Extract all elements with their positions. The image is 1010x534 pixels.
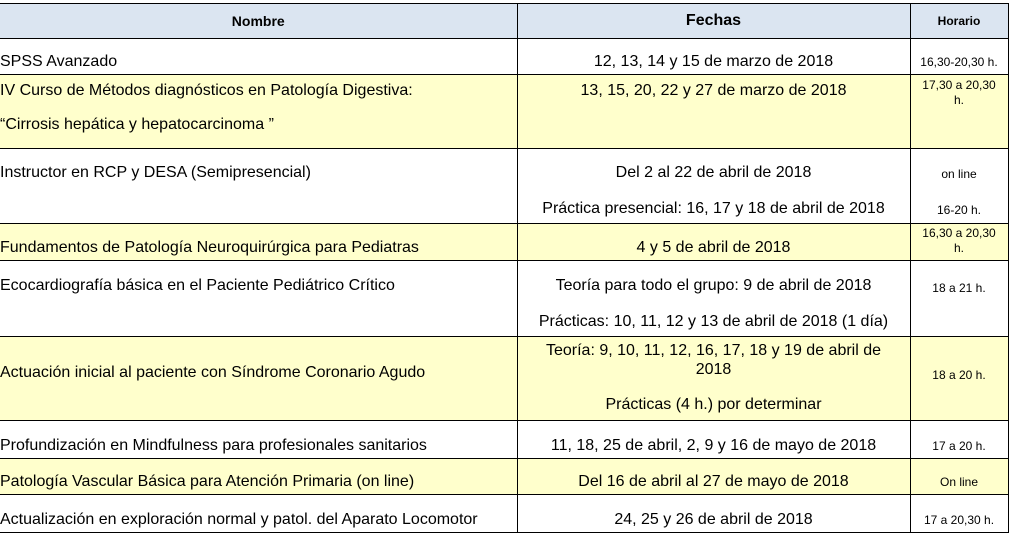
table-row [0,459,1008,495]
course-dates-practice: Prácticas: 10, 11, 12 y 13 de abril de 2018 (1 día) [538,313,889,330]
course-time: 16,30 a 20,30 [922,226,996,240]
course-name-cell [0,149,517,224]
course-dates-cell [517,495,910,533]
course-time-suffix: h. [953,93,964,107]
course-time: on line [941,167,977,181]
course-dates-cell [517,39,910,75]
course-name-cell [0,459,517,495]
course-time-cell [910,224,1008,261]
course-time: 18 a 21 h. [932,281,986,295]
course-name-cell [0,495,517,533]
course-name: Fundamentos de Patología Neuroquirúrgica para Pediatras [0,239,419,256]
table-row [0,75,1008,149]
course-name: Instructor en RCP y DESA (Semipresencial) [0,164,311,181]
course-dates-cell [517,224,910,261]
course-time: 17,30 a 20,30 [922,78,996,92]
course-dates: 24, 25 y 26 de abril de 2018 [614,511,813,528]
course-dates-cell [517,421,910,459]
header-horario: Horario [910,4,1008,39]
course-dates: 4 y 5 de abril de 2018 [636,239,791,256]
course-name-cell [0,39,517,75]
course-schedule-table [0,3,1009,533]
table-row [0,149,1008,224]
table-row [0,337,1008,421]
header-fechas: Fechas [517,4,910,39]
course-name: IV Curso de Métodos diagnósticos en Patología Digestiva: [0,82,413,99]
course-dates-practice: Prácticas (4 h.) por determinar [605,396,822,413]
course-time-cell [910,421,1008,459]
table-row [0,495,1008,533]
course-name-cell [0,261,517,337]
course-name-cell [0,224,517,261]
course-time-cell [910,149,1008,224]
header-row [0,4,1008,39]
course-dates-cell [517,459,910,495]
course-name-subtitle: “Cirrosis hepática y hepatocarcinoma ” [0,116,274,133]
course-dates: Teoría: 9, 10, 11, 12, 16, 17, 18 y 19 de abril de [545,342,882,359]
course-name: Actualización en exploración normal y patol. del Aparato Locomotor [0,511,478,528]
table-row [0,261,1008,337]
course-name-cell [0,337,517,421]
course-dates: Del 2 al 22 de abril de 2018 [615,164,812,181]
course-dates: 12, 13, 14 y 15 de marzo de 2018 [593,53,834,70]
course-name-cell [0,421,517,459]
course-time: 16,30-20,30 h. [920,55,998,69]
course-time-practice: 16-20 h. [936,203,982,217]
course-dates-cell [517,261,910,337]
header-nombre: Nombre [0,4,517,39]
course-dates: Teoría para todo el grupo: 9 de abril de 2018 [555,277,872,294]
course-dates-cell [517,149,910,224]
course-time: 17 a 20,30 h. [923,513,995,527]
course-name-cell [0,75,517,149]
course-time-cell [910,495,1008,533]
course-dates-cell [517,337,910,421]
course-name: Ecocardiografía básica en el Paciente Pediátrico Crítico [0,277,395,294]
course-time: 17 a 20 h. [932,439,986,453]
course-time-cell [910,261,1008,337]
course-name: SPSS Avanzado [0,53,118,70]
course-time-cell [910,75,1008,149]
course-dates: 11, 18, 25 de abril, 2, 9 y 16 de mayo de 2018 [550,437,877,454]
course-dates: 13, 15, 20, 22 y 27 de marzo de 2018 [580,82,847,99]
course-dates-practice: Práctica presencial: 16, 17 y 18 de abril de 2018 [542,200,885,217]
course-time: On line [939,475,979,489]
course-name: Actuación inicial al paciente con Síndrome Coronario Agudo [0,364,426,381]
course-time: 18 a 20 h. [932,368,986,382]
course-name: Patología Vascular Básica para Atención Primaria (on line) [0,473,415,490]
course-time-suffix: h. [953,241,964,255]
course-dates: Del 16 de abril al 27 de mayo de 2018 [578,473,849,490]
course-time-cell [910,39,1008,75]
course-dates-year: 2018 [695,361,732,378]
table-row [0,39,1008,75]
table-row [0,421,1008,459]
course-time-cell [910,459,1008,495]
course-time-cell [910,337,1008,421]
course-dates-cell [517,75,910,149]
table-row [0,224,1008,261]
course-name: Profundización en Mindfulness para profesionales sanitarios [0,437,427,454]
